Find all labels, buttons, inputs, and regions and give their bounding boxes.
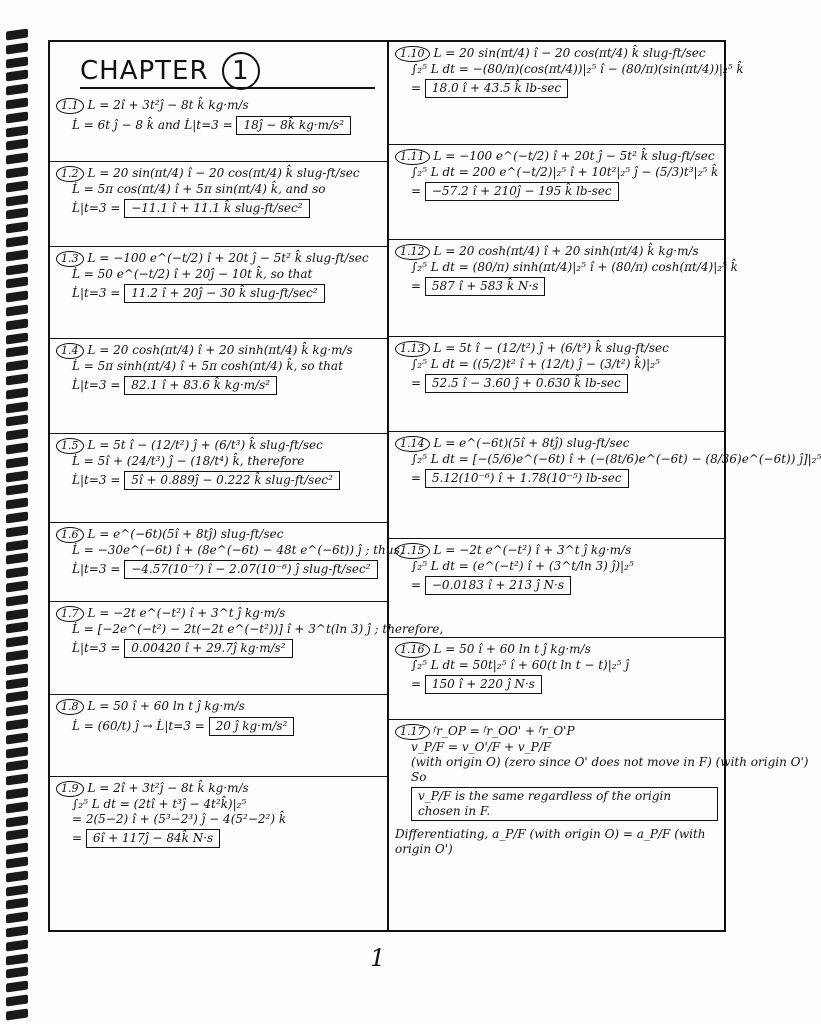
equation-text: L = 20 sin(πt/4) î − 20 cos(πt/4) k̂ slug-ft/sec bbox=[433, 46, 706, 60]
equation-text: ∫₂⁵ L dt = 50t|₂⁵ î + 60(t ln t − t)|₂⁵ ĵ bbox=[411, 657, 629, 672]
problem-number: 1.11 bbox=[395, 149, 430, 165]
problem-1-1 bbox=[50, 94, 387, 162]
binding-hole bbox=[6, 415, 28, 427]
equation-text: = bbox=[411, 80, 425, 95]
equation-text: ᶠr_OP = ᶠr_OO' + ᶠr_O'P bbox=[433, 724, 575, 738]
binding-hole bbox=[6, 553, 28, 565]
binding-hole bbox=[6, 373, 28, 385]
equation-text: L = 20 sin(πt/4) î − 20 cos(πt/4) k̂ slug-ft/sec bbox=[87, 166, 360, 180]
solution-line bbox=[395, 673, 718, 694]
binding-hole bbox=[6, 360, 28, 372]
problem-number: 1.1 bbox=[56, 98, 84, 114]
boxed-answer: 150 î + 220 ĵ N·s bbox=[425, 675, 542, 694]
binding-hole bbox=[6, 263, 28, 275]
problem-1-14 bbox=[389, 432, 821, 539]
boxed-answer: 0.00420 î + 29.7ĵ kg·m/s² bbox=[124, 639, 292, 658]
chapter-label: CHAPTER bbox=[80, 56, 209, 86]
binding-hole bbox=[6, 208, 28, 220]
binding-hole bbox=[6, 718, 28, 730]
problem-statement bbox=[395, 436, 718, 452]
problem-number: 1.16 bbox=[395, 642, 430, 658]
binding-hole bbox=[6, 760, 28, 772]
equation-text: = 2(5−2) î + (5³−2³) ĵ − 4(5²−2²) k̂ bbox=[72, 811, 287, 826]
boxed-answer: 11.2 î + 20ĵ − 30 k̂ slug-ft/sec² bbox=[124, 284, 324, 303]
equation-text: L = 20 cosh(πt/4) î + 20 sinh(πt/4) k̂ kg·m/s bbox=[87, 343, 353, 357]
solution-line bbox=[56, 359, 381, 374]
problem-1-9 bbox=[50, 777, 387, 934]
boxed-answer: 5î + 0.889ĵ − 0.222 k̂ slug-ft/sec² bbox=[124, 471, 340, 490]
problem-statement bbox=[395, 46, 718, 62]
binding-hole bbox=[6, 222, 28, 234]
problem-number: 1.15 bbox=[395, 543, 430, 559]
binding-hole bbox=[6, 649, 28, 661]
equation-text: So bbox=[411, 769, 427, 784]
binding-hole bbox=[6, 884, 28, 896]
equation-text: ∫₂⁵ L dt = (80/π) sinh(πt/4)|₂⁵ î + (80/π) cosh(πt/4)|₂⁵ k̂ bbox=[411, 259, 738, 274]
binding-hole bbox=[6, 953, 28, 965]
binding-hole bbox=[6, 774, 28, 786]
binding-hole bbox=[6, 429, 28, 441]
solution-line bbox=[56, 637, 381, 658]
solution-line bbox=[56, 182, 381, 197]
problem-statement bbox=[395, 244, 718, 260]
problem-1-4 bbox=[50, 339, 387, 434]
solution-line bbox=[56, 715, 381, 736]
solution-line bbox=[395, 275, 718, 296]
binding-hole bbox=[6, 594, 28, 606]
problem-1-17 bbox=[389, 720, 809, 934]
binding-hole bbox=[6, 346, 28, 358]
solution-line bbox=[395, 574, 718, 595]
equation-text: (with origin O) (zero since O' does not move in F) (with origin O') bbox=[411, 754, 809, 769]
binding-hole bbox=[6, 898, 28, 910]
binding-hole bbox=[6, 815, 28, 827]
solution-line: Differentiating, a_P/F (with origin O) = a_P/F (with origin O') bbox=[395, 826, 706, 856]
solution-line bbox=[395, 259, 738, 275]
problem-1-3 bbox=[50, 247, 387, 339]
equation-text: = bbox=[411, 278, 425, 293]
equation-text: = bbox=[411, 577, 425, 592]
equation-text: v_P/F = v_O'/F + v_P/F bbox=[411, 739, 552, 754]
solution-line bbox=[395, 754, 809, 770]
problem-number: 1.2 bbox=[56, 166, 84, 182]
binding-hole bbox=[6, 97, 28, 109]
boxed-answer: 18.0 î + 43.5 k̂ lb-sec bbox=[425, 79, 568, 98]
binding-hole bbox=[6, 42, 28, 54]
binding-hole bbox=[6, 28, 28, 40]
binding-hole bbox=[6, 580, 28, 592]
problem-1-2 bbox=[50, 162, 387, 247]
equation-text: L̇ = −30e^(−6t) î + (8e^(−6t) − 48t e^(−6t)) ĵ ; thus, bbox=[72, 542, 404, 557]
boxed-answer: −11.1 î + 11.1 k̂ slug-ft/sec² bbox=[124, 199, 309, 218]
problem-number: 1.10 bbox=[395, 46, 430, 62]
binding-hole bbox=[6, 470, 28, 482]
equation-text: ∫₂⁵ L dt = 200 e^(−t/2)|₂⁵ î + 10t²|₂⁵ ĵ − (5/3)t³|₂⁵ k̂ bbox=[411, 164, 719, 179]
equation-text: ∫₂⁵ L dt = ((5/2)t² î + (12/t) ĵ − (3/t²) k̂)|₂⁵ bbox=[411, 356, 660, 371]
binding-hole bbox=[6, 111, 28, 123]
chapter-underline bbox=[80, 87, 375, 89]
boxed-answer: −4.57(10⁻⁷) î − 2.07(10⁻⁶) ĵ slug-ft/sec² bbox=[124, 560, 377, 579]
problem-statement bbox=[56, 98, 381, 114]
binding-hole bbox=[6, 705, 28, 717]
solution-line bbox=[395, 770, 718, 821]
problem-statement bbox=[395, 543, 718, 559]
solution-line bbox=[56, 469, 381, 490]
equation-text: L̇|t=3 = bbox=[72, 285, 125, 300]
binding-hole bbox=[6, 511, 28, 523]
binding-hole bbox=[6, 787, 28, 799]
problem-statement bbox=[56, 699, 381, 715]
equation-text: L̇|t=3 = bbox=[72, 377, 125, 392]
equation-text: = bbox=[72, 830, 86, 845]
binding-hole bbox=[6, 332, 28, 344]
binding-hole bbox=[6, 456, 28, 468]
equation-text: L̇|t=3 = bbox=[72, 472, 125, 487]
problem-statement bbox=[56, 343, 381, 359]
equation-text: = bbox=[411, 470, 425, 485]
problem-1-10 bbox=[389, 42, 744, 145]
binding-hole bbox=[6, 691, 28, 703]
problem-statement bbox=[395, 642, 718, 658]
equation-text: ∫₂⁵ L dt = (e^(−t²) î + (3^t/ln 3) ĵ)|₂⁵ bbox=[411, 558, 634, 573]
binding-hole bbox=[6, 981, 28, 993]
binding-hole bbox=[6, 249, 28, 261]
equation-text: = bbox=[411, 375, 425, 390]
binding-hole bbox=[6, 194, 28, 206]
solution-line bbox=[56, 542, 404, 558]
problem-number: 1.6 bbox=[56, 527, 84, 543]
binding-hole bbox=[6, 843, 28, 855]
binding-hole bbox=[6, 291, 28, 303]
problem-statement bbox=[395, 724, 718, 740]
equation-text: L̇|t=3 = bbox=[72, 640, 125, 655]
equation-text: = bbox=[411, 676, 425, 691]
problem-number: 1.14 bbox=[395, 436, 430, 452]
binding-hole bbox=[6, 180, 28, 192]
solution-line bbox=[395, 451, 821, 467]
equation-text: L̇ = 5π cos(πt/4) î + 5π sin(πt/4) k̂, and so bbox=[72, 181, 326, 196]
binding-hole bbox=[6, 829, 28, 841]
solution-line bbox=[395, 77, 718, 98]
solution-line bbox=[395, 180, 718, 201]
binding-hole bbox=[6, 746, 28, 758]
problem-number: 1.9 bbox=[56, 781, 84, 797]
equation-text: L = 50 î + 60 ln t ĵ kg·m/s bbox=[87, 699, 245, 713]
problem-statement bbox=[56, 606, 381, 622]
right-column bbox=[389, 42, 821, 930]
boxed-answer: 52.5 î − 3.60 ĵ + 0.630 k̂ lb-sec bbox=[425, 374, 628, 393]
binding-hole bbox=[6, 925, 28, 937]
solution-line bbox=[395, 357, 718, 372]
problem-number: 1.5 bbox=[56, 438, 84, 454]
solution-line bbox=[56, 374, 381, 395]
binding-hole bbox=[6, 1008, 28, 1020]
boxed-answer: v_P/F is the same regardless of the origin chosen in F. bbox=[411, 787, 718, 821]
problem-number: 1.13 bbox=[395, 341, 430, 357]
solution-line bbox=[395, 61, 744, 77]
page-number: 1 bbox=[370, 944, 386, 972]
boxed-answer: 587 î + 583 k̂ N·s bbox=[425, 277, 546, 296]
solution-line bbox=[395, 467, 718, 488]
solution-line bbox=[56, 114, 381, 135]
chapter-number: 1 bbox=[222, 52, 260, 90]
binding-hole bbox=[6, 912, 28, 924]
binding-hole bbox=[6, 994, 28, 1006]
binding-hole bbox=[6, 939, 28, 951]
equation-text: ∫₂⁵ L dt = (2tî + t³ĵ − 4t²k̂)|₂⁵ bbox=[72, 796, 247, 811]
binding-hole bbox=[6, 277, 28, 289]
problem-statement bbox=[56, 781, 381, 797]
problem-1-5 bbox=[50, 434, 387, 523]
equation-text: L = 2î + 3t²ĵ − 8t k̂ kg·m/s bbox=[87, 98, 249, 112]
solution-line bbox=[56, 812, 381, 827]
solution-line bbox=[395, 372, 718, 393]
equation-text: L̇ = (60/t) ĵ → L̇|t=3 = bbox=[72, 718, 209, 733]
binding-hole bbox=[6, 442, 28, 454]
binding-hole bbox=[6, 525, 28, 537]
binding-hole bbox=[6, 663, 28, 675]
binding-hole bbox=[6, 153, 28, 165]
solution-line bbox=[56, 621, 444, 637]
chapter-heading bbox=[80, 52, 260, 90]
equation-text: L = 5t î − (12/t²) ĵ + (6/t³) k̂ slug-ft/sec bbox=[433, 341, 669, 355]
problem-number: 1.4 bbox=[56, 343, 84, 359]
equation-text: L̇ = 5î + (24/t³) ĵ − (18/t⁴) k̂, therefore bbox=[72, 453, 305, 468]
binding-hole bbox=[6, 870, 28, 882]
equation-text: L = e^(−6t)(5î + 8tĵ) slug-ft/sec bbox=[87, 527, 284, 541]
problem-1-16 bbox=[389, 638, 724, 720]
problem-statement bbox=[395, 149, 718, 165]
boxed-answer: 20 ĵ kg·m/s² bbox=[209, 717, 295, 736]
problem-number: 1.12 bbox=[395, 244, 430, 260]
binding-hole bbox=[6, 677, 28, 689]
binding-hole bbox=[6, 56, 28, 68]
problem-1-12 bbox=[389, 240, 738, 337]
problem-1-11 bbox=[389, 145, 724, 240]
equation-text: L̇|t=3 = bbox=[72, 200, 125, 215]
solution-line bbox=[56, 267, 381, 282]
equation-text: L = −100 e^(−t/2) î + 20t ĵ − 5t² k̂ slug-ft/sec bbox=[87, 251, 369, 265]
binding-hole bbox=[6, 498, 28, 510]
equation-text: L = −2t e^(−t²) î + 3^t ĵ kg·m/s bbox=[87, 606, 286, 620]
problem-statement bbox=[56, 251, 381, 267]
problem-statement bbox=[56, 438, 381, 454]
problem-number: 1.7 bbox=[56, 606, 84, 622]
problem-number: 1.8 bbox=[56, 699, 84, 715]
problem-1-6 bbox=[50, 523, 404, 602]
solution-line bbox=[56, 797, 381, 812]
boxed-answer: −57.2 î + 210ĵ − 195 k̂ lb-sec bbox=[425, 182, 619, 201]
binding-hole bbox=[6, 318, 28, 330]
page-frame bbox=[48, 40, 821, 932]
problem-number: 1.3 bbox=[56, 251, 84, 267]
binding-hole bbox=[6, 125, 28, 137]
binding-hole bbox=[6, 401, 28, 413]
binding-hole bbox=[6, 567, 28, 579]
boxed-answer: 18ĵ − 8k̂ kg·m/s² bbox=[236, 116, 351, 135]
boxed-answer: 82.1 î + 83.6 k̂ kg·m/s² bbox=[124, 376, 277, 395]
equation-text: L̇ = 5π sinh(πt/4) î + 5π cosh(πt/4) k̂, so that bbox=[72, 358, 343, 373]
binding-hole bbox=[6, 636, 28, 648]
problem-statement bbox=[395, 341, 718, 357]
binding-hole bbox=[6, 387, 28, 399]
equation-text: L = e^(−6t)(5î + 8tĵ) slug-ft/sec bbox=[433, 436, 630, 450]
binding-hole bbox=[6, 622, 28, 634]
solution-line bbox=[395, 559, 718, 574]
boxed-answer: 5.12(10⁻⁶) î + 1.78(10⁻⁵) lb-sec bbox=[425, 469, 629, 488]
binding-hole bbox=[6, 235, 28, 247]
solution-line bbox=[56, 197, 381, 218]
binding-hole bbox=[6, 856, 28, 868]
equation-text: L = −100 e^(−t/2) î + 20t ĵ − 5t² k̂ slug-ft/sec bbox=[433, 149, 715, 163]
solution-line bbox=[395, 165, 718, 180]
solution-line bbox=[56, 454, 381, 469]
equation-text: L = 5t î − (12/t²) ĵ + (6/t³) k̂ slug-ft/sec bbox=[87, 438, 323, 452]
solution-line bbox=[395, 658, 718, 673]
binding-hole bbox=[6, 84, 28, 96]
binding-hole bbox=[6, 967, 28, 979]
binding-hole bbox=[6, 166, 28, 178]
equation-text: ∫₂⁵ L dt = −(80/π)(cos(πt/4))|₂⁵ î − (80/π)(sin(πt/4))|₂⁵ k̂ bbox=[411, 61, 744, 76]
solution-line bbox=[56, 282, 381, 303]
equation-text: = bbox=[411, 183, 425, 198]
binding-hole bbox=[6, 801, 28, 813]
spiral-binding bbox=[0, 0, 40, 1024]
binding-hole bbox=[6, 732, 28, 744]
boxed-answer: 6î + 117ĵ − 84k̂ N·s bbox=[86, 829, 220, 848]
equation-text: L̇ = 6t ĵ − 8 k̂ and L̇|t=3 = bbox=[72, 117, 237, 132]
problem-number: 1.17 bbox=[395, 724, 430, 740]
solution-line bbox=[56, 558, 381, 579]
problem-1-8 bbox=[50, 695, 387, 777]
equation-text: L = −2t e^(−t²) î + 3^t ĵ kg·m/s bbox=[433, 543, 632, 557]
equation-text: L = 2î + 3t²ĵ − 8t k̂ kg·m/s bbox=[87, 781, 249, 795]
problem-statement bbox=[56, 166, 381, 182]
binding-hole bbox=[6, 608, 28, 620]
equation-text: L = 50 î + 60 ln t ĵ kg·m/s bbox=[433, 642, 591, 656]
equation-text: L̇ = 50 e^(−t/2) î + 20ĵ − 10t k̂, so that bbox=[72, 266, 313, 281]
problem-1-13 bbox=[389, 337, 724, 432]
binding-hole bbox=[6, 484, 28, 496]
equation-text: L̇ = [−2e^(−t²) − 2t(−2t e^(−t²))] î + 3^t(ln 3) ĵ ; therefore, bbox=[72, 621, 444, 636]
boxed-answer: −0.0183 î + 213 ĵ N·s bbox=[425, 576, 571, 595]
binding-hole bbox=[6, 139, 28, 151]
equation-text: L̇|t=3 = bbox=[72, 561, 125, 576]
equation-text: ∫₂⁵ L dt = [−(5/6)e^(−6t) î + (−(8t/6)e^(−6t) − (8/36)e^(−6t)) ĵ]|₂⁵ bbox=[411, 451, 821, 466]
solution-line bbox=[395, 740, 718, 755]
binding-hole bbox=[6, 304, 28, 316]
problem-1-15 bbox=[389, 539, 724, 638]
equation-text: L = 20 cosh(πt/4) î + 20 sinh(πt/4) k̂ kg·m/s bbox=[433, 244, 699, 258]
problem-statement bbox=[56, 527, 381, 543]
solution-line bbox=[56, 827, 381, 848]
binding-hole bbox=[6, 70, 28, 82]
binding-hole bbox=[6, 539, 28, 551]
